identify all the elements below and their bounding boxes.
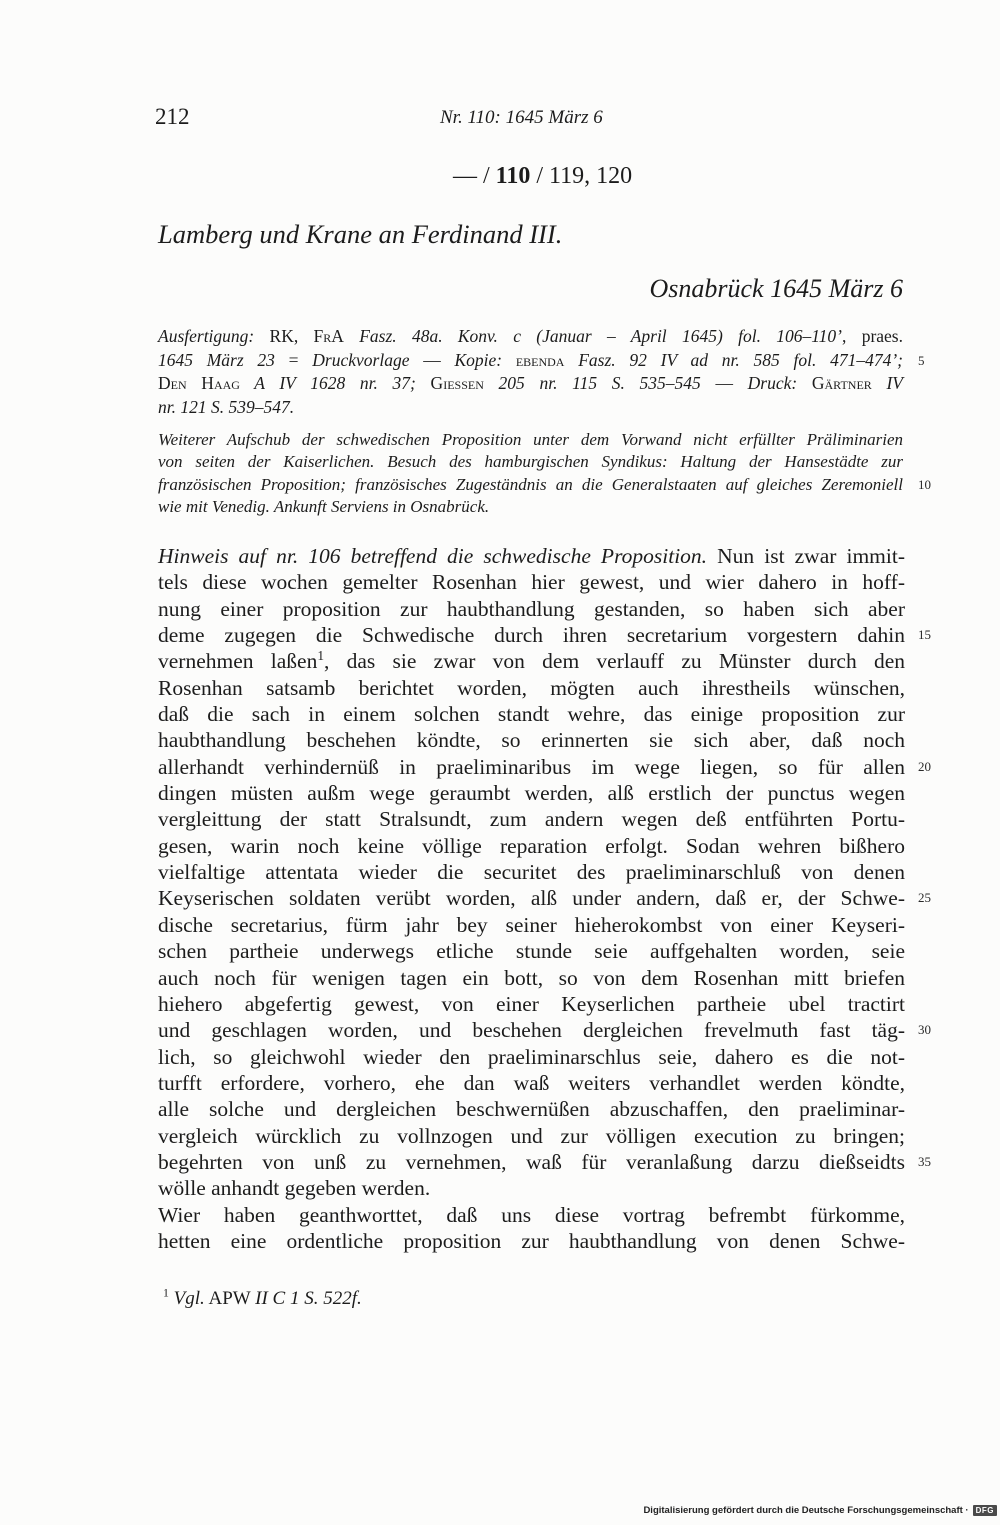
text-segment: A IV 1628 nr. 37; <box>239 373 416 394</box>
margin-line-number <box>918 912 958 938</box>
margin-line-number <box>918 1123 958 1149</box>
regest-line <box>158 496 903 518</box>
regest-line <box>158 429 903 451</box>
text-segment: tels diese wochen gemelter Rosenhan hier gewest, und wier dahero in hoff- <box>158 570 905 595</box>
margin-line-number <box>918 806 958 832</box>
footnote-marker: 1 <box>317 648 324 664</box>
margin-line-number <box>918 569 958 595</box>
margin-line-number <box>918 675 958 701</box>
text-segment: vernehmen laßen <box>158 649 318 674</box>
text-segment: allerhandt verhindernüß in praeliminaribus im wege liegen, so für allen <box>158 754 905 779</box>
text-line <box>158 1096 905 1122</box>
text-line <box>158 859 905 885</box>
text-line <box>158 1175 905 1201</box>
text-line <box>158 806 905 832</box>
sources-line <box>158 325 903 349</box>
text-segment: — <box>409 349 455 370</box>
regest-line <box>158 451 903 473</box>
text-segment: Keyserischen soldaten verübt worden, alß under andern, daß er, der Schwe- <box>158 886 905 911</box>
margin-line-number <box>918 596 958 622</box>
text-segment: begehrten von unß zu vernehmen, waß für veranlaßung darzu dießseidts <box>158 1149 905 1174</box>
text-segment: wölle anhandt gegeben werden. <box>158 1176 431 1201</box>
text-line <box>158 727 905 753</box>
text-line <box>158 1228 905 1254</box>
document-numbers <box>453 162 679 190</box>
line-number-column <box>918 543 958 1254</box>
text-segment: und geschlagen worden, und beschehen dergleichen frevelmuth fast täg- <box>158 1018 905 1043</box>
text-line <box>158 965 905 991</box>
margin-line-number <box>918 1175 958 1201</box>
margin-line-number <box>918 1044 958 1070</box>
source-apparatus <box>158 325 903 420</box>
text-segment: schen partheie underwegs etliche stunde seie auffgehalten worden, seie <box>158 939 905 964</box>
text-segment: IV <box>871 373 903 394</box>
text-segment: 1645 März 23 <box>158 349 275 370</box>
text-segment: hiehero abgefertig gewest, von einer Keyserlichen partheie ubel tractirt <box>158 991 905 1016</box>
text-segment: wie mit Venedig. Ankunft Serviens in Osnabrück. <box>158 497 490 517</box>
margin-line-number <box>918 938 958 964</box>
margin-line-number <box>918 701 958 727</box>
text-line <box>158 991 905 1017</box>
text-segment: Rosenhan satsamb berichtet worden, mögten auch ihrestheils wünschen, <box>158 675 905 700</box>
text-segment: haubthandlung beschehen köndte, so erinnerten sie sich aber, daß noch <box>158 728 905 753</box>
margin-line-number <box>918 1228 958 1254</box>
margin-line-number <box>918 965 958 991</box>
margin-line-number: 30 <box>918 1022 931 1038</box>
running-title: Nr. 110: 1645 März 6 <box>440 107 603 128</box>
margin-line-number <box>918 859 958 885</box>
text-segment: FrA <box>313 326 344 346</box>
doc-numbers-line <box>453 162 679 190</box>
text-line <box>158 675 905 701</box>
text-segment: — <box>700 373 748 394</box>
text-segment: von seiten der Kaiserlichen. Besuch des hamburgischen Syndikus: Haltung der Hansestädte zur <box>158 452 903 472</box>
footnotes <box>163 1287 563 1311</box>
text-segment: alle solche und dergleichen beschwernüßen abzuschaffen, den praeliminar- <box>158 1097 905 1122</box>
text-segment: Druckvorlage <box>312 349 410 370</box>
text-segment: nr. 121 S. 539–547. <box>158 397 295 418</box>
text-segment: Giessen <box>415 373 484 394</box>
margin-line-number <box>918 1096 958 1122</box>
document-title: Lamberg und Krane an Ferdinand III. <box>158 219 563 249</box>
text-segment: Wier haben geanthworttet, daß uns diese vortrag befrembt fürkomme, <box>158 1202 905 1227</box>
text-segment: Kopie: <box>454 349 503 370</box>
text-segment: dingen müsten außm wege geraumbt werden, alß erstlich der punctus wegen <box>158 781 905 806</box>
text-line <box>158 596 905 622</box>
margin-line-number <box>918 429 958 451</box>
text-line <box>158 912 905 938</box>
text-segment: Vgl. <box>168 1288 205 1309</box>
margin-line-number <box>918 648 958 674</box>
text-segment: = <box>274 349 313 370</box>
funding-note: Digitalisierung gefördert durch die Deutsche Forschungsgemeinschaft · <box>643 1505 969 1516</box>
text-segment: vergleittung der statt Stralsundt, zum andern wegen deß entführten Portu- <box>158 807 905 832</box>
margin-line-number <box>918 1202 958 1228</box>
footnotes-line <box>163 1287 563 1311</box>
text-segment: deme zugegen die Schwedische durch ihren secretarium vorgestern dahin <box>158 623 905 648</box>
text-segment: vergleich würcklich zu vollnzogen und zur völligen execution zu bringen; <box>158 1123 905 1148</box>
dfg-logo: DFG <box>973 1505 997 1516</box>
margin-line-number <box>918 396 958 420</box>
funding-footer <box>643 1505 997 1516</box>
regest-summary <box>158 429 903 519</box>
text-line <box>158 543 905 569</box>
text-segment: daß die sach in einem solchen standt wehre, das einige proposition zur <box>158 702 905 727</box>
text-segment: Fasz. 48a. Konv. c (Januar – April 1645) fol. 106–110’ <box>343 326 843 346</box>
margin-line-number <box>918 1070 958 1096</box>
text-segment: Gärtner <box>797 373 872 394</box>
text-line <box>158 1149 905 1175</box>
text-segment: dische secretarius, fürm jahr bey seiner hieherokombst von einer Keyseri- <box>158 912 905 937</box>
margin-line-number: 10 <box>918 476 931 492</box>
margin-line-number <box>918 325 958 349</box>
text-segment: Fasz. 92 IV ad nr. 585 fol. 471–474’; <box>578 349 903 370</box>
page-number: 212 <box>155 104 190 129</box>
margin-line-number: 5 <box>918 352 925 368</box>
text-segment: turfft erfordere, vorhero, ehe dan waß weiters verhandlet werden köndte, <box>158 1070 905 1095</box>
text-line <box>158 1044 905 1070</box>
margin-line-number <box>918 543 958 569</box>
text-segment: vielfaltige attentata wieder die securitet des praeliminarschluß von denen <box>158 860 905 885</box>
text-line <box>158 648 905 674</box>
line-number-column <box>918 429 958 519</box>
text-line <box>158 1070 905 1096</box>
footnote-marker: 1 <box>163 1286 169 1300</box>
text-segment: , das sie zwar von dem verlauff zu Münster durch den <box>324 649 905 674</box>
margin-line-number <box>918 451 958 473</box>
text-segment: II C 1 S. 522f. <box>255 1288 362 1309</box>
margin-line-number <box>918 496 958 518</box>
margin-line-number: 35 <box>918 1153 931 1169</box>
margin-line-number <box>918 833 958 859</box>
text-segment: gesen, warin noch keine völlige reparation erfolgt. Sodan wehren bißhero <box>158 833 905 858</box>
text-segment: Nun ist zwar immit- <box>707 544 906 568</box>
margin-line-number: 20 <box>918 758 931 774</box>
margin-line-number <box>918 372 958 396</box>
line-number-column <box>918 325 958 420</box>
text-segment: RK, <box>254 326 314 346</box>
text-segment: — / <box>453 163 496 189</box>
sources-line <box>158 349 903 373</box>
text-line <box>158 1123 905 1149</box>
margin-line-number <box>918 727 958 753</box>
text-line <box>158 938 905 964</box>
margin-line-number: 15 <box>918 627 931 643</box>
margin-line-number <box>918 780 958 806</box>
margin-line-number: 25 <box>918 890 931 906</box>
margin-line-number <box>918 991 958 1017</box>
text-segment: Weiterer Aufschub der schwedischen Proposition unter dem Vorwand nicht erfüllter Präliminarien <box>158 430 903 449</box>
text-segment: / 119, 120 <box>530 163 633 189</box>
text-segment: französischen Proposition; französisches Zugeständnis an die Generalstaaten auf gleiches Zeremoniell <box>158 474 903 494</box>
text-line <box>158 1202 905 1228</box>
text-segment: auch noch für wenigen tagen ein bott, so von dem Rosenhan mitt briefen <box>158 965 905 990</box>
text-segment: Hinweis auf nr. 106 betreffend die schwedische Proposition. <box>158 544 708 568</box>
text-line <box>158 885 905 911</box>
text-line <box>158 833 905 859</box>
text-segment: hetten eine ordentliche proposition zur haubthandlung von denen Schwe- <box>158 1228 905 1253</box>
text-segment: Ausfertigung: <box>158 326 255 346</box>
text-segment: APW <box>204 1288 256 1309</box>
text-segment: lich, so gleichwohl wieder den praeliminarschlus seie, dahero es die not- <box>158 1044 905 1069</box>
text-line <box>158 701 905 727</box>
sources-line <box>158 396 903 420</box>
place-date: Osnabrück 1645 März 6 <box>649 274 903 303</box>
text-line <box>158 569 905 595</box>
text-line <box>158 1017 905 1043</box>
text-segment: Druck: <box>747 373 798 394</box>
text-segment: 110 <box>495 163 531 189</box>
text-segment: nung einer proposition zur haubthandlung gestanden, so haben sich aber <box>158 596 905 621</box>
text-line <box>158 754 905 780</box>
main-text <box>158 543 905 1254</box>
sources-line <box>158 372 903 396</box>
regest-line <box>158 474 903 496</box>
text-segment: ebenda <box>502 349 579 370</box>
text-segment: Den Haag <box>158 373 240 394</box>
text-line <box>158 780 905 806</box>
text-segment: 205 nr. 115 S. 535–545 <box>483 373 701 394</box>
text-line <box>158 622 905 648</box>
text-segment: , praes. <box>842 326 903 346</box>
